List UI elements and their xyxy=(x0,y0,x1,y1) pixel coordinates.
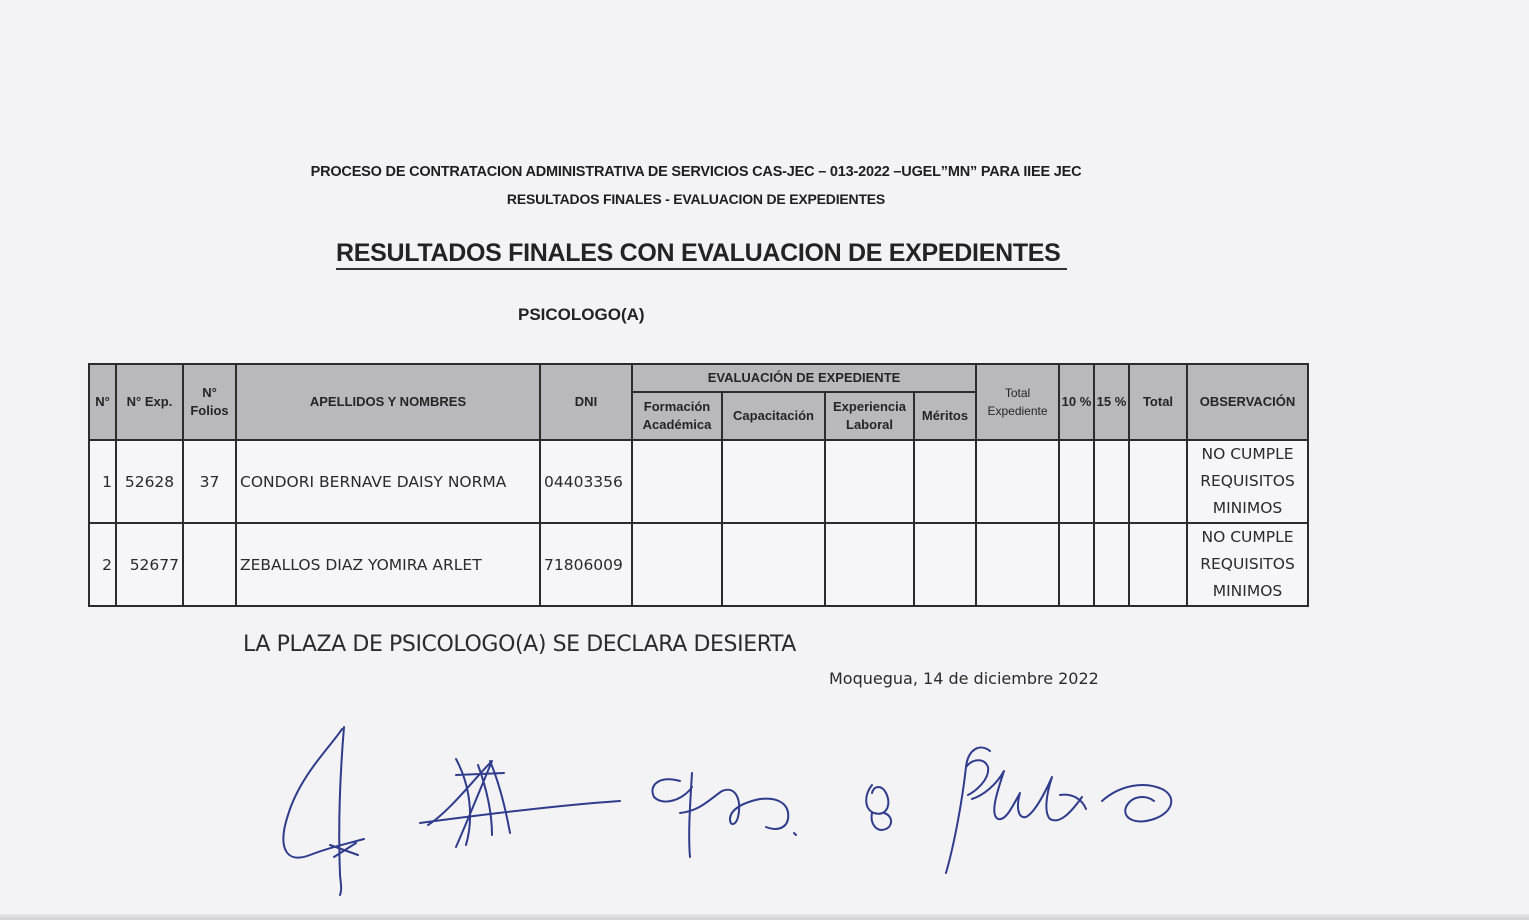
row-pct15 xyxy=(1094,440,1129,523)
document-header-line-2: RESULTADOS FINALES - EVALUACION DE EXPEDIENTES xyxy=(506,191,886,207)
document-header-line-1: PROCESO DE CONTRATACION ADMINISTRATIVA DE SERVICIOS CAS-JEC – 013-2022 –UGEL”MN” PARA IIEE JEC xyxy=(310,164,1082,180)
col-header-total: Total xyxy=(1129,364,1187,440)
row-capacitacion xyxy=(722,523,825,606)
row-num: 2 xyxy=(89,523,116,606)
col-header-meritos: Méritos xyxy=(914,392,976,440)
table-row xyxy=(89,523,1308,606)
row-total xyxy=(1129,440,1187,523)
observacion-line-2: REQUISITOS xyxy=(1200,472,1295,490)
row-formacion xyxy=(632,523,722,606)
col-header-name: APELLIDOS Y NOMBRES xyxy=(236,364,540,440)
col-header-pct15: 15 % xyxy=(1094,364,1129,440)
row-observacion xyxy=(1187,440,1308,523)
col-header-dni: DNI xyxy=(540,364,632,440)
position-label: PSICOLOGO(A) xyxy=(518,305,645,324)
row-pct10 xyxy=(1059,523,1094,606)
signature-4 xyxy=(866,785,891,830)
row-meritos xyxy=(914,440,976,523)
row-total-expediente xyxy=(976,440,1059,523)
table-row xyxy=(89,440,1308,523)
row-pct15 xyxy=(1094,523,1129,606)
row-folios xyxy=(183,523,236,606)
place-date: Moquegua, 14 de diciembre 2022 xyxy=(829,669,1099,688)
row-capacitacion xyxy=(722,440,825,523)
row-exp: 52628 xyxy=(116,440,183,523)
col-header-capacitacion: Capacitación xyxy=(722,392,825,440)
row-meritos xyxy=(914,523,976,606)
row-total-expediente xyxy=(976,523,1059,606)
signature-2 xyxy=(420,759,620,847)
observacion-line-3: MINIMOS xyxy=(1212,499,1283,517)
signature-1 xyxy=(283,727,364,895)
row-experiencia xyxy=(825,440,914,523)
results-table xyxy=(88,363,1309,607)
row-name: ZEBALLOS DIAZ YOMIRA ARLET xyxy=(236,523,540,606)
row-folios: 37 xyxy=(183,440,236,523)
row-dni: 71806009 xyxy=(540,523,632,606)
col-header-observacion: OBSERVACIÓN xyxy=(1187,364,1308,440)
observacion-line-1: NO CUMPLE xyxy=(1201,528,1294,546)
row-experiencia xyxy=(825,523,914,606)
signature-5 xyxy=(946,748,1171,873)
row-num: 1 xyxy=(89,440,116,523)
scan-edge xyxy=(0,914,1529,920)
col-header-total-expediente: Total Expediente xyxy=(976,364,1059,440)
col-header-num: N° xyxy=(89,364,116,440)
row-observacion xyxy=(1187,523,1308,606)
col-header-exp: N° Exp. xyxy=(116,364,183,440)
col-header-experiencia: Experiencia Laboral xyxy=(825,392,914,440)
row-exp: 52677 xyxy=(116,523,183,606)
col-header-folios: N° Folios xyxy=(183,364,236,440)
col-header-pct10: 10 % xyxy=(1059,364,1094,440)
declaration-text: LA PLAZA DE PSICOLOGO(A) SE DECLARA DESIERTA xyxy=(243,632,796,657)
observacion-line-3: MINIMOS xyxy=(1212,582,1283,600)
row-dni: 04403356 xyxy=(540,440,632,523)
col-header-evaluation-group: EVALUACIÓN DE EXPEDIENTE xyxy=(632,364,976,392)
row-name: CONDORI BERNAVE DAISY NORMA xyxy=(236,440,540,523)
row-total xyxy=(1129,523,1187,606)
observacion-line-2: REQUISITOS xyxy=(1200,555,1295,573)
row-formacion xyxy=(632,440,722,523)
signatures-area xyxy=(260,715,1200,900)
col-header-formacion: Formación Académica xyxy=(632,392,722,440)
page-title: RESULTADOS FINALES CON EVALUACION DE EXPEDIENTES xyxy=(336,238,1067,270)
observacion-line-1: NO CUMPLE xyxy=(1201,445,1294,463)
row-pct10 xyxy=(1059,440,1094,523)
signature-3 xyxy=(652,773,796,857)
